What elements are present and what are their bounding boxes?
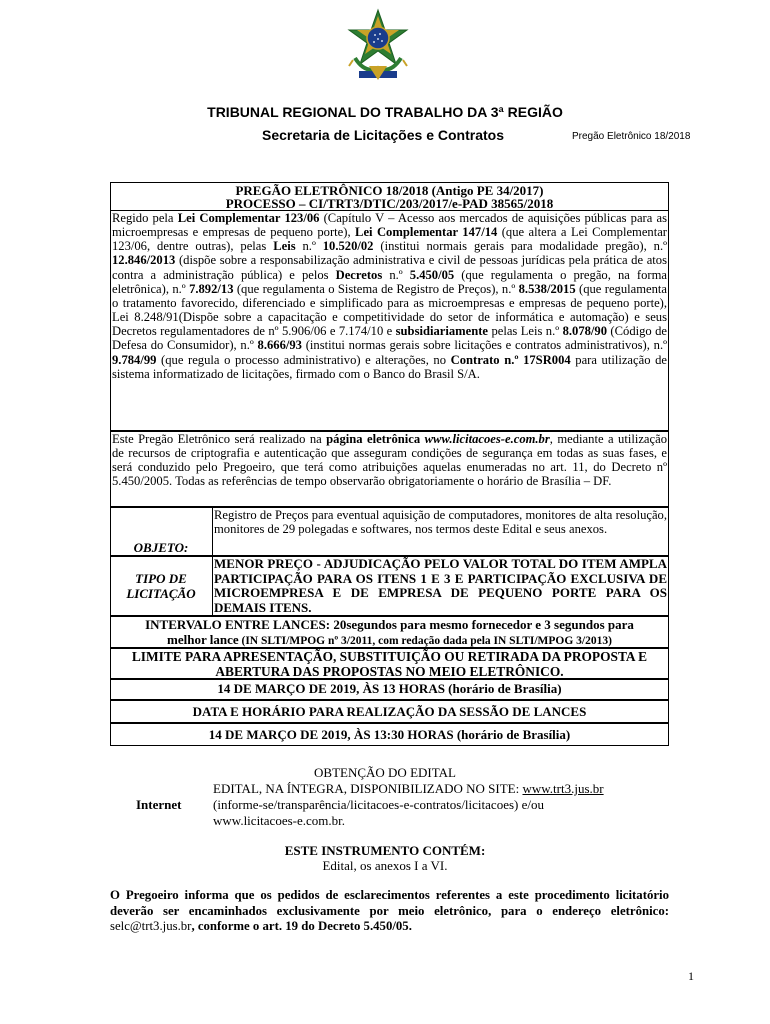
platform-text: Este Pregão Eletrônico será realizado na página eletrônica www.licitacoes-e.com.br, mediante a utilização de recursos de criptografia e autenticação que asseguram condições de segurança em todas as suas fases, e será conduzido pelo Pregoeiro, que terá como atribuições aquelas enumeradas no art. 11, do Decreto nº 5.450/2005. Todas as referências de tempo observarão obrigatoriamente o horário de Brasília – DF. (112, 432, 667, 489)
obtencao-text: EDITAL, NA ÍNTEGRA, DISPONIBILIZADO NO SITE: www.trt3.jus.br (informe-se/transparência/licitacoes-e-contratos/licitacoes) e/ou www.licitacoes-e.com.br. (213, 781, 604, 828)
tipo-value: MENOR PREÇO - ADJUDICAÇÃO PELO VALOR TOTAL DO ITEM AMPLA PARTICIPAÇÃO PARA OS ITENS 1 E 3 E PARTICIPAÇÃO EXCLUSIVA DE MICROEMPRESA E DE EMPRESA DE PEQUENO PORTE PARA OS DEMAIS ITENS. (214, 556, 667, 616)
intervalo-row (110, 616, 669, 648)
secretaria-title: Secretaria de Licitações e Contratos (262, 127, 504, 143)
internet-label: Internet (136, 797, 182, 812)
objeto-row (110, 507, 669, 556)
licitacoes-link[interactable]: www.licitacoes-e.com.br (424, 432, 550, 446)
contem-text: Edital, os anexos I a VI. (322, 858, 448, 873)
header-reference: Pregão Eletrônico 18/2018 (572, 131, 691, 142)
legal-basis-text: Regido pela Lei Complementar 123/06 (Capítulo V – Acesso aos mercados de aquisições públicas para as microempresas e empresas de pequeno porte), Lei Complementar 147/14 (que altera a Lei Complementar 123/06, dentre outras), pelas Leis n.º 10.520/02 (institui normais gerais para modalidade pregão), n.º 12.846/2013 (dispõe sobre a responsabilização administrativa e civil de pessoas jurídicas pela prática de atos contra a administração pública) e pelos Decretos n.º 5.450/05 (que regulamenta o pregão, na forma eletrônica), n.º 7.892/13 (que regulamenta o Sistema de Registro de Preços), n.º 8.538/2015 (que regulamenta o tratamento favorecido, diferenciado e simplificado para as microempresas e empresas de pequeno porte), Lei 8.248/91(Dispõe sobre a capacitação e competitividade do setor de informática e automação) e seus Decretos regulamentadores de nº 5.906/06 e 7.174/10 e subsidiariamente pelas Leis n.º 8.078/90 (Código de Defesa do Consumidor), n.º 8.666/93 (institui normas gerais sobre licitações e contratos administrativos), n.º 9.784/99 (que regula o processo administrativo) e alterações, no Contrato n.º 17SR004 para utilização de sistema informatizado de licitações, firmado com o Banco do Brasil S/A. (112, 211, 668, 381)
contem-title: ESTE INSTRUMENTO CONTÉM: (284, 843, 486, 858)
data-sessao-text: 14 DE MARÇO DE 2019, ÀS 13:30 HORAS (horário de Brasília) (208, 727, 571, 742)
obtencao-title: OBTENÇÃO DO EDITAL (314, 765, 456, 780)
limite-row (110, 648, 669, 679)
legal-basis-cell (110, 210, 669, 431)
pregoeiro-notice: O Pregoeiro informa que os pedidos de esclarecimentos referentes a este procedimento licitatório deverão ser encaminhados exclusivamente por meio eletrônico, para o endereço eletrônico: selc@trt3.jus.br, conforme o art. 19 do Decreto 5.450/05. (110, 888, 669, 933)
box-title (110, 182, 669, 210)
tipo-row (110, 556, 669, 616)
data-limite-text: 14 DE MARÇO DE 2019, ÀS 13 HORAS (horário de Brasília) (217, 681, 562, 696)
org-title: TRIBUNAL REGIONAL DO TRABALHO DA 3ª REGIÃO (207, 104, 563, 120)
processo-title: PROCESSO – CI/TRT3/DTIC/203/2017/e-PAD 38565/2018 (225, 196, 554, 211)
tipo-label: TIPO DE LICITAÇÃO (126, 571, 196, 601)
objeto-value: Registro de Preços para eventual aquisição de computadores, monitores de alta resolução, monitores de 29 polegadas e softwares, nos termos deste Edital e seus anexos. (212, 508, 668, 555)
email-link[interactable]: selc@trt3.jus.br (110, 919, 192, 933)
data-sessao-row (110, 723, 669, 746)
page-number: 1 (688, 969, 694, 983)
intervalo-text: INTERVALO ENTRE LANCES: 20segundos para mesmo fornecedor e 3 segundos para melhor lance (IN SLTI/MPOG nº 3/2011, com redação dada pela IN SLTI/MPOG 3/2013) (145, 617, 634, 647)
limite-text: LIMITE PARA APRESENTAÇÃO, SUBSTITUIÇÃO OU RETIRADA DA PROPOSTA E ABERTURA DAS PROPOSTAS NO MEIO ELETRÔNICO. (131, 649, 648, 679)
data-limite-row (110, 679, 669, 700)
objeto-label: OBJETO: (133, 540, 189, 555)
platform-cell (110, 431, 669, 507)
coat-of-arms-icon (345, 8, 411, 84)
sessao-text: DATA E HORÁRIO PARA REALIZAÇÃO DA SESSÃO DE LANCES (192, 704, 587, 719)
trt3-link[interactable]: www.trt3.jus.br (522, 781, 604, 796)
sessao-row (110, 700, 669, 723)
pregao-title: PREGÃO ELETRÔNICO 18/2018 (Antigo PE 34/2017) (235, 183, 544, 198)
